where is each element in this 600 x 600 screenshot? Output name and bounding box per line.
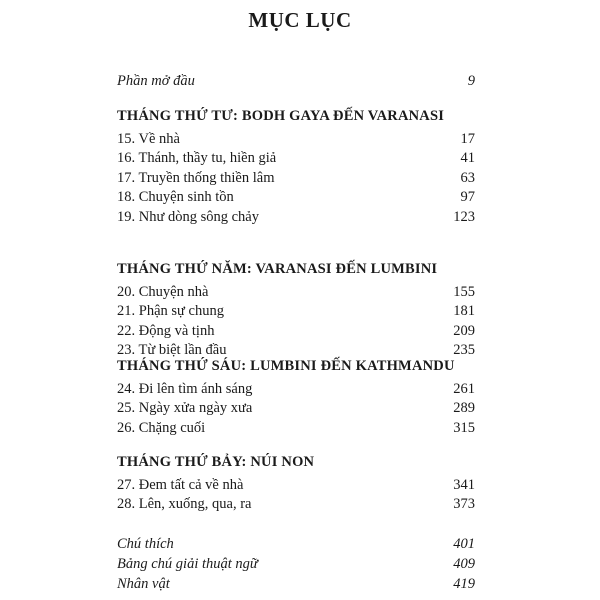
toc-entry[interactable]: [117, 535, 475, 554]
entry-label: 27. Đem tất cả về nhà: [117, 477, 244, 493]
toc-entry[interactable]: [117, 380, 475, 399]
intro-block: [117, 72, 475, 91]
entry-page: 419: [453, 576, 475, 593]
toc-entry-intro[interactable]: [117, 72, 475, 91]
entry-page: 341: [453, 477, 475, 493]
section-1: [117, 106, 475, 227]
entry-page: 209: [453, 322, 475, 339]
entry-label: 18. Chuyện sinh tồn: [117, 189, 234, 206]
section-heading: THÁNG THỨ TƯ: BODH GAYA ĐẾN VARANASI: [117, 108, 445, 124]
toc-entry[interactable]: [117, 575, 475, 594]
toc-entry[interactable]: [117, 302, 475, 321]
entry-page: 155: [453, 284, 475, 300]
section-4: [117, 452, 475, 515]
entry-label: Nhân vật: [117, 576, 170, 593]
toc-entry[interactable]: [117, 399, 475, 418]
section-3: [117, 356, 475, 438]
entry-page: 123: [453, 208, 475, 225]
entry-page: 373: [453, 496, 475, 513]
entry-page: 235: [453, 342, 475, 359]
back-matter: [117, 535, 475, 595]
entry-page: 315: [453, 419, 475, 436]
entry-page: 181: [453, 303, 475, 320]
entry-label: 28. Lên, xuống, qua, ra: [117, 496, 252, 513]
entry-label: 21. Phận sự chung: [117, 303, 224, 320]
entry-page: 97: [460, 189, 475, 206]
entry-page: 289: [453, 400, 475, 417]
toc-entry[interactable]: [117, 130, 475, 149]
entry-label: 19. Như dòng sông chảy: [117, 208, 259, 225]
entry-label: Chú thích: [117, 536, 174, 552]
toc-entry[interactable]: [117, 188, 475, 207]
entry-page: 401: [453, 536, 475, 552]
entry-page: 261: [453, 381, 475, 397]
entry-label: Phần mở đầu: [117, 73, 195, 89]
entry-label: 17. Truyền thống thiền lâm: [117, 169, 275, 186]
toc-entry[interactable]: [117, 322, 475, 341]
toc-entry[interactable]: [117, 554, 475, 575]
entry-page: 17: [460, 131, 475, 147]
entry-label: 22. Động và tịnh: [117, 322, 215, 339]
toc-entry[interactable]: [117, 495, 475, 514]
entry-label: 15. Về nhà: [117, 131, 180, 147]
page-title: MỤC LỤC: [248, 8, 352, 32]
section-heading: THÁNG THỨ SÁU: LUMBINI ĐẾN KATHMANDU: [117, 358, 455, 374]
entry-page: 9: [467, 73, 475, 89]
section-2: [117, 259, 475, 361]
section-heading: THÁNG THỨ BẢY: NÚI NON: [117, 454, 315, 470]
entry-page: 409: [453, 556, 475, 573]
entry-label: 20. Chuyện nhà: [117, 284, 209, 300]
entry-label: 25. Ngày xửa ngày xưa: [117, 400, 253, 417]
section-heading: THÁNG THỨ NĂM: VARANASI ĐẾN LUMBINI: [117, 261, 438, 277]
toc-entry[interactable]: [117, 149, 475, 168]
entry-label: 16. Thánh, thầy tu, hiền giả: [117, 150, 277, 167]
toc-entry[interactable]: [117, 208, 475, 227]
toc-entry[interactable]: [117, 283, 475, 302]
toc-entry[interactable]: [117, 419, 475, 438]
entry-label: 23. Từ biệt lần đầu: [117, 342, 227, 359]
toc-entry[interactable]: [117, 169, 475, 188]
entry-label: 26. Chặng cuối: [117, 419, 206, 436]
toc-entry[interactable]: [117, 476, 475, 495]
entry-label: 24. Đi lên tìm ánh sáng: [117, 381, 253, 397]
entry-page: 63: [460, 169, 475, 186]
entry-label: Bảng chú giải thuật ngữ: [117, 556, 258, 573]
entry-page: 41: [460, 150, 475, 167]
